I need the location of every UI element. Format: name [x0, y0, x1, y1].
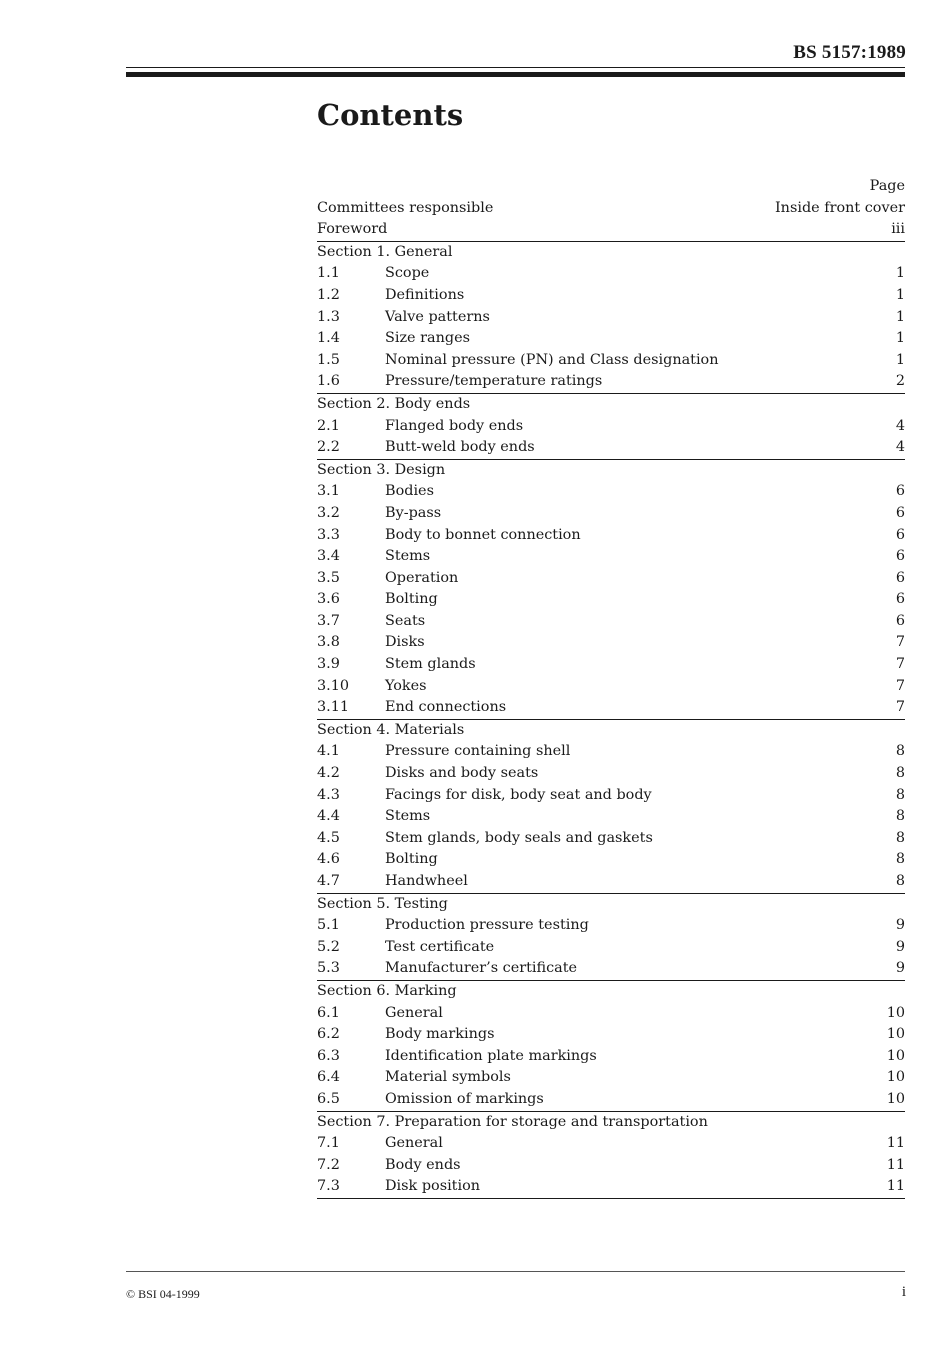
- toc-entry-title: Production pressure testing: [385, 917, 589, 934]
- toc-entry-number: 2.1: [317, 417, 340, 434]
- toc-section-heading[interactable]: [317, 980, 905, 1003]
- toc-entry[interactable]: [317, 1133, 905, 1155]
- toc-entry[interactable]: [317, 546, 905, 568]
- toc-entry-title: General: [385, 1135, 443, 1152]
- toc-entry-number: 1.2: [317, 286, 340, 303]
- toc-entry-page: 6: [895, 569, 905, 586]
- toc-entry-number: 3.9: [317, 656, 340, 673]
- toc-entry[interactable]: [317, 763, 905, 785]
- toc-entry-title: Stem glands, body seals and gaskets: [385, 829, 653, 846]
- toc-entry-number: 1.3: [317, 308, 340, 325]
- toc-entry-page: Inside front cover: [775, 199, 905, 216]
- header-rule-thin: [126, 67, 905, 68]
- toc-entry[interactable]: [317, 371, 905, 393]
- toc-entry[interactable]: [317, 1067, 905, 1089]
- toc-entry-number: 7.3: [317, 1178, 340, 1195]
- toc-entry[interactable]: [317, 307, 905, 329]
- toc-entry-title: Pressure containing shell: [385, 743, 571, 760]
- toc-entry[interactable]: [317, 1176, 905, 1198]
- toc-entry-number: 2.2: [317, 439, 340, 456]
- toc-entry-number: 3.4: [317, 548, 340, 565]
- toc-entry-page: 1: [895, 351, 905, 368]
- toc-entry-number: 3.2: [317, 504, 340, 521]
- toc-entry-title: Definitions: [385, 286, 465, 303]
- toc-entry-title: Bolting: [385, 851, 438, 868]
- toc-section-heading[interactable]: [317, 1111, 905, 1134]
- toc-entry-title: Committees responsible: [317, 199, 494, 216]
- toc-entry[interactable]: [317, 589, 905, 611]
- toc-entry[interactable]: [317, 849, 905, 871]
- toc-entry[interactable]: [317, 525, 905, 547]
- toc-entry-number: 5.3: [317, 960, 340, 977]
- toc-section-title: Section 6. Marking: [317, 982, 457, 999]
- toc-entry-number: 4.3: [317, 786, 340, 803]
- toc-entry[interactable]: [317, 937, 905, 959]
- toc-entry-title: Disk position: [385, 1178, 481, 1195]
- toc-section-title: Section 3. Design: [317, 461, 446, 478]
- toc-entry-page: 8: [895, 829, 905, 846]
- toc-section-title: Section 7. Preparation for storage and transportation: [317, 1113, 708, 1130]
- toc-entry-title: Nominal pressure (PN) and Class designation: [385, 351, 719, 368]
- toc-entry-title: Size ranges: [385, 330, 470, 347]
- toc-entry-page: 8: [895, 743, 905, 760]
- toc-entry-page: 6: [895, 526, 905, 543]
- toc-entry-title: End connections: [385, 699, 507, 716]
- toc-entry[interactable]: [317, 1089, 905, 1111]
- toc-entry-page: 11: [886, 1178, 905, 1195]
- toc-entry-page: 7: [895, 699, 905, 716]
- toc-entry-number: 4.6: [317, 851, 340, 868]
- toc-entry-number: 3.10: [317, 677, 350, 694]
- toc-section-heading[interactable]: [317, 393, 905, 416]
- toc-entry[interactable]: [317, 481, 905, 503]
- toc-entry-number: 4.5: [317, 829, 340, 846]
- toc-entry-page: 11: [886, 1156, 905, 1173]
- toc-section-title: Section 5. Testing: [317, 895, 448, 912]
- toc-entry-page: 8: [895, 851, 905, 868]
- toc-entry-number: 4.7: [317, 873, 340, 889]
- toc-entry[interactable]: [317, 654, 905, 676]
- toc-entry-number: 1.4: [317, 330, 340, 347]
- toc-bottom-rule: [317, 1198, 905, 1199]
- toc-entry-title: Identification plate markings: [385, 1047, 597, 1064]
- toc-entry[interactable]: [317, 285, 905, 307]
- toc-entry-page: 10: [886, 1047, 905, 1064]
- toc-entry-title: Valve patterns: [385, 308, 490, 325]
- toc-entry-number: 4.2: [317, 765, 340, 782]
- toc-entry-number: 4.1: [317, 743, 340, 760]
- toc-entry-title: By-pass: [385, 504, 442, 521]
- toc-entry-title: Manufacturer’s certificate: [385, 960, 578, 977]
- toc-entry-page: 9: [895, 938, 905, 955]
- toc-entry[interactable]: [317, 806, 905, 828]
- toc-entry-number: 6.3: [317, 1047, 340, 1064]
- toc-entry[interactable]: [317, 328, 905, 350]
- toc-entry[interactable]: [317, 741, 905, 763]
- toc-section-heading[interactable]: [317, 241, 905, 264]
- toc-entry-page: 9: [895, 960, 905, 977]
- toc-entry[interactable]: [317, 1046, 905, 1068]
- toc-entry[interactable]: [317, 416, 905, 438]
- page-column-heading: Page: [869, 178, 905, 194]
- toc-entry[interactable]: [317, 632, 905, 654]
- toc-entry[interactable]: [317, 503, 905, 525]
- toc-entry-number: 5.1: [317, 917, 340, 934]
- toc-entry[interactable]: [317, 611, 905, 633]
- toc-entry-page: 8: [895, 765, 905, 782]
- toc-section-heading[interactable]: [317, 893, 905, 916]
- toc-entry-title: Butt-weld body ends: [385, 439, 535, 456]
- toc-entry-title: Facings for disk, body seat and body: [385, 786, 652, 803]
- toc-entry-number: 7.1: [317, 1135, 340, 1152]
- toc-entry-title: Handwheel: [385, 873, 468, 889]
- toc-entry[interactable]: [317, 1024, 905, 1046]
- toc-entry-title: Seats: [385, 612, 426, 629]
- toc-entry-title: Material symbols: [385, 1069, 511, 1086]
- page-title: Contents: [317, 98, 464, 132]
- toc-entry[interactable]: [317, 1003, 905, 1025]
- toc-entry-page: 7: [895, 634, 905, 651]
- toc-entry-title: General: [385, 1004, 443, 1021]
- toc-entry-page: 8: [895, 808, 905, 825]
- toc-entry-page: 10: [886, 1026, 905, 1043]
- toc-entry-number: 3.1: [317, 483, 340, 500]
- toc-entry-number: 3.7: [317, 612, 340, 629]
- toc-entry-number: 6.4: [317, 1069, 340, 1086]
- table-of-contents: [317, 176, 905, 1199]
- toc-entry-page: 4: [895, 417, 905, 434]
- toc-entry-title: Bolting: [385, 591, 438, 608]
- toc-entry-page: 8: [895, 786, 905, 803]
- toc-entry[interactable]: [317, 828, 905, 850]
- toc-entry-title: Stems: [385, 548, 431, 565]
- toc-entry-title: Yokes: [385, 677, 427, 694]
- toc-entry-page: 1: [895, 308, 905, 325]
- page-number: i: [901, 1284, 906, 1300]
- toc-entry-page: 7: [895, 677, 905, 694]
- toc-entry[interactable]: [317, 697, 905, 719]
- toc-entry-number: 1.1: [317, 265, 340, 282]
- toc-entry-title: Body to bonnet connection: [385, 526, 581, 543]
- toc-section-title: Section 1. General: [317, 243, 453, 260]
- toc-entry-number: 6.5: [317, 1090, 340, 1107]
- toc-entry-title: Foreword: [317, 221, 388, 238]
- toc-entry-title: Stem glands: [385, 656, 476, 673]
- copyright-notice: © BSI 04-1999: [126, 1287, 200, 1301]
- toc-entry-page: 2: [895, 373, 905, 390]
- toc-entry-title: Stems: [385, 808, 431, 825]
- toc-entry-title: Disks: [385, 634, 425, 651]
- toc-entry[interactable]: [317, 568, 905, 590]
- toc-entry-page: 11: [886, 1135, 905, 1152]
- toc-front-matter-entry[interactable]: [317, 219, 905, 241]
- toc-entry-title: Scope: [385, 265, 430, 282]
- toc-entry-page: 8: [895, 873, 905, 889]
- toc-entry-page: 4: [895, 439, 905, 456]
- toc-entry[interactable]: [317, 871, 905, 893]
- toc-entry[interactable]: [317, 915, 905, 937]
- toc-entry-page: 10: [886, 1004, 905, 1021]
- toc-entry-number: 7.2: [317, 1156, 340, 1173]
- toc-front-matter-entry[interactable]: [317, 198, 905, 220]
- document-code: BS 5157:1989: [793, 42, 906, 63]
- toc-entry[interactable]: [317, 958, 905, 980]
- toc-entry-page: 1: [895, 265, 905, 282]
- toc-entry-page: 6: [895, 612, 905, 629]
- toc-entry-page: 10: [886, 1069, 905, 1086]
- toc-entry-page: 9: [895, 917, 905, 934]
- toc-entry-page: 7: [895, 656, 905, 673]
- toc-entry[interactable]: [317, 1155, 905, 1177]
- toc-entry-page: 6: [895, 504, 905, 521]
- toc-entry[interactable]: [317, 263, 905, 285]
- toc-entry-page: 10: [886, 1090, 905, 1107]
- toc-entry[interactable]: [317, 350, 905, 372]
- toc-entry-title: Pressure/temperature ratings: [385, 373, 603, 390]
- toc-entry[interactable]: [317, 437, 905, 459]
- toc-section-title: Section 2. Body ends: [317, 395, 471, 412]
- toc-entry-title: Flanged body ends: [385, 417, 524, 434]
- footer-rule: [126, 1271, 905, 1272]
- toc-section-heading[interactable]: [317, 719, 905, 742]
- toc-entry-number: 4.4: [317, 808, 340, 825]
- toc-entry-number: 3.6: [317, 591, 340, 608]
- toc-entry-number: 5.2: [317, 938, 340, 955]
- toc-entry-title: Disks and body seats: [385, 765, 539, 782]
- toc-entry-page: 1: [895, 330, 905, 347]
- toc-entry[interactable]: [317, 785, 905, 807]
- toc-entry-number: 1.5: [317, 351, 340, 368]
- toc-section-title: Section 4. Materials: [317, 721, 465, 738]
- toc-entry-page: iii: [891, 221, 905, 238]
- toc-entry-title: Body markings: [385, 1026, 495, 1043]
- toc-entry-number: 3.3: [317, 526, 340, 543]
- toc-entry-number: 3.5: [317, 569, 340, 586]
- toc-entry-number: 1.6: [317, 373, 340, 390]
- toc-entry-page: 6: [895, 483, 905, 500]
- toc-entry-title: Test certificate: [385, 938, 495, 955]
- toc-entry-number: 3.8: [317, 634, 340, 651]
- toc-entry-title: Bodies: [385, 483, 434, 500]
- toc-entry-page: 6: [895, 591, 905, 608]
- toc-entry-title: Omission of markings: [385, 1090, 544, 1107]
- toc-entry-number: 3.11: [317, 699, 350, 716]
- toc-entry[interactable]: [317, 676, 905, 698]
- toc-entry-page: 6: [895, 548, 905, 565]
- toc-section-heading[interactable]: [317, 459, 905, 482]
- toc-entry-number: 6.2: [317, 1026, 340, 1043]
- header-rule-thick: [126, 72, 905, 77]
- toc-entry-title: Body ends: [385, 1156, 461, 1173]
- toc-entry-page: 1: [895, 286, 905, 303]
- toc-entry-number: 6.1: [317, 1004, 340, 1021]
- toc-entry-title: Operation: [385, 569, 459, 586]
